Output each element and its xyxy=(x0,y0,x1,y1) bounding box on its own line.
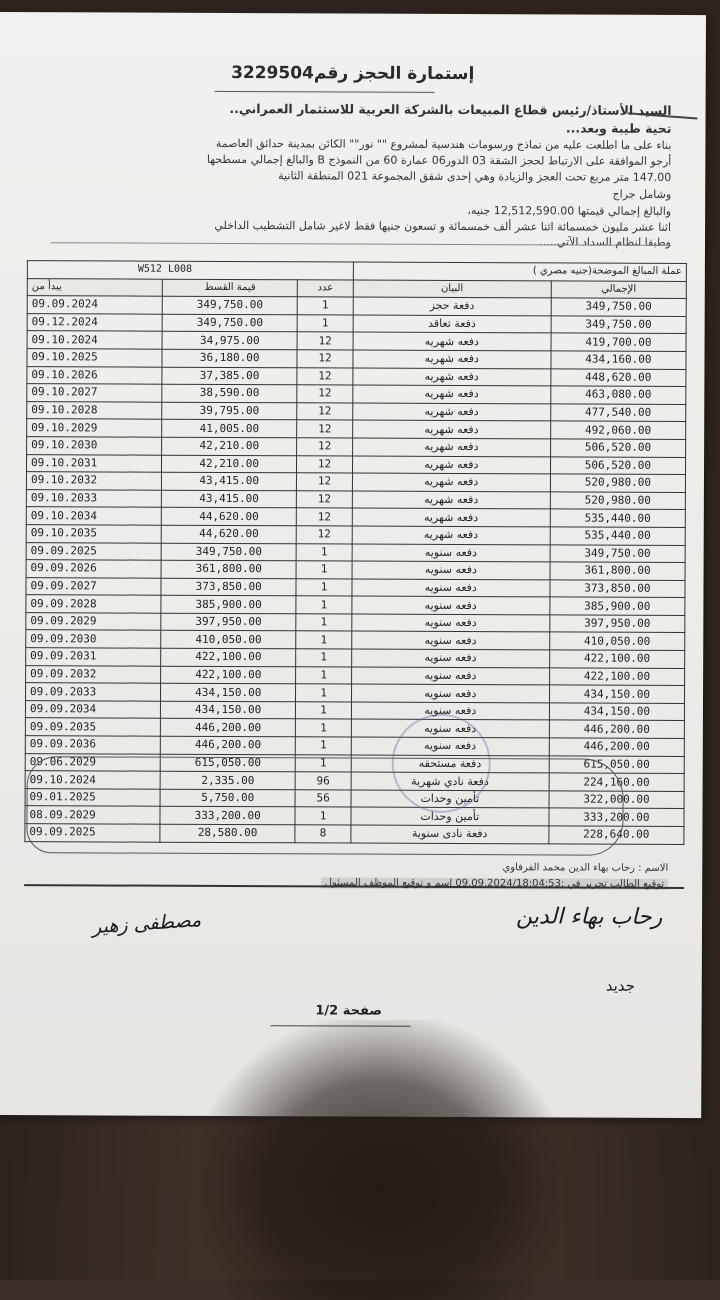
margin-note-new: جديد xyxy=(605,976,635,995)
cell-start-date: 09.10.2029 xyxy=(27,419,162,437)
cell-count: 1 xyxy=(297,315,353,333)
cell-count: 1 xyxy=(296,702,352,720)
cell-total: 492,060.00 xyxy=(550,421,685,439)
total-value-line: والبالغ إجمالي قيمتها 12,512,590.00 جنيه، xyxy=(467,204,672,218)
header-installment-value: قيمة القسط xyxy=(162,279,297,297)
cell-total: 434,150.00 xyxy=(549,703,684,721)
cell-count: 12 xyxy=(297,508,353,526)
cell-start-date: 09.09.2025 xyxy=(25,824,160,842)
cell-installment-value: 42,210.00 xyxy=(162,437,297,455)
cell-count: 12 xyxy=(297,438,353,456)
cell-total: 385,900.00 xyxy=(550,597,685,615)
cell-total: 434,150.00 xyxy=(549,685,684,703)
cell-installment-value: 38,590.00 xyxy=(162,384,297,402)
cell-start-date: 09.10.2035 xyxy=(26,525,161,543)
header-count: عدد xyxy=(298,279,354,297)
cell-start-date: 09.06.2029 xyxy=(25,753,160,771)
cell-description: دفعه شهريه xyxy=(353,403,551,421)
cell-start-date: 09.12.2024 xyxy=(27,313,162,331)
page-number: صفحة 1/2 xyxy=(315,1003,382,1019)
cell-installment-value: 385,900.00 xyxy=(161,595,296,613)
cell-start-date: 09.10.2027 xyxy=(27,384,162,402)
cell-count: 12 xyxy=(297,420,353,438)
body-line-3: 147.00 متر مربع تحت العجز والزيادة وهي إحدى شقق المجموعة 021 المنطقة الثانية xyxy=(278,169,672,184)
cell-count: 1 xyxy=(295,807,351,825)
cell-count: 1 xyxy=(296,561,352,579)
cell-description: دفعه شهريه xyxy=(352,438,550,456)
cell-description: دفعه سنويه xyxy=(351,702,549,720)
cell-installment-value: 28,580.00 xyxy=(160,824,295,842)
cell-installment-value: 422,100.00 xyxy=(161,666,296,684)
cell-total: 446,200.00 xyxy=(549,738,684,756)
cell-installment-value: 44,620.00 xyxy=(161,508,296,526)
cell-installment-value: 434,150.00 xyxy=(161,701,296,719)
cell-installment-value: 410,050.00 xyxy=(161,631,296,649)
cell-description: دفعه سنويه xyxy=(352,544,550,562)
cell-count: 12 xyxy=(297,367,353,385)
cell-total: 520,980.00 xyxy=(550,474,685,492)
cell-installment-value: 397,950.00 xyxy=(161,613,296,631)
applicant-signature: رحاب بهاء الدين xyxy=(516,904,663,930)
cell-installment-value: 373,850.00 xyxy=(161,578,296,596)
cell-count: 12 xyxy=(297,332,353,350)
cell-start-date: 08.09.2029 xyxy=(25,806,160,824)
cell-description: دفعة نادى سنوية xyxy=(351,825,549,843)
cell-total: 349,750.00 xyxy=(550,544,685,562)
cell-description: دفعه شهريه xyxy=(353,368,551,386)
cell-count: 12 xyxy=(297,403,353,421)
cell-installment-value: 42,210.00 xyxy=(162,455,297,473)
cell-count: 1 xyxy=(296,614,352,632)
cell-count: 12 xyxy=(297,491,353,509)
cell-description: دفعه سنويه xyxy=(351,667,549,685)
cell-start-date: 09.09.2025 xyxy=(26,542,161,560)
cell-total: 397,950.00 xyxy=(550,615,685,633)
cell-installment-value: 44,620.00 xyxy=(161,525,296,543)
cell-installment-value: 34,975.00 xyxy=(162,332,297,350)
cell-total: 419,700.00 xyxy=(551,333,686,351)
cell-start-date: 09.09.2032 xyxy=(26,665,161,683)
cell-installment-value: 349,750.00 xyxy=(161,543,296,561)
booking-form-page xyxy=(0,12,706,1118)
cell-count: 12 xyxy=(297,455,353,473)
amount-in-words-line: اثنا عشر مليون خمسمائة اثنا عشر ألف خمسمائة و تسعون جنيها فقط لاغير شامل التشطيب الداخلي xyxy=(214,218,672,234)
cell-count: 12 xyxy=(296,526,352,544)
cell-description: دفعة مستحقه xyxy=(351,755,549,773)
cell-start-date: 09.01.2025 xyxy=(25,788,160,806)
cell-count: 1 xyxy=(296,649,352,667)
cell-count: 1 xyxy=(296,719,352,737)
body-line-4: وشامل جراج xyxy=(612,187,672,201)
cell-count: 1 xyxy=(296,737,352,755)
body-line-1: بناء على ما اطلعت عليه من نماذج ورسومات هندسية لمشروع "" نور"" الكائن بمدينة حدائق العاصمة xyxy=(215,136,672,152)
cell-total: 535,440.00 xyxy=(550,527,685,545)
cell-start-date: 09.09.2034 xyxy=(25,700,160,718)
cell-description: دفعه سنويه xyxy=(351,719,549,737)
header-total: الإجمالي xyxy=(551,281,686,299)
cell-start-date: 09.09.2030 xyxy=(26,630,161,648)
cell-total: 446,200.00 xyxy=(549,720,684,738)
cell-description: دفعة نادي شهرية xyxy=(351,772,549,790)
applicant-name-line: الاسم : رحاب بهاء الدين محمد الفرفاوي xyxy=(502,862,669,874)
title-underline xyxy=(215,91,435,93)
cell-description: دفعه سنويه xyxy=(352,561,550,579)
salutation-line: السيد الأستاذ/رئيس قطاع المبيعات بالشركة العربية للاستثمار العمراني.. xyxy=(229,101,672,118)
cell-description: دفعه سنويه xyxy=(351,684,549,702)
cell-start-date: 09.09.2036 xyxy=(25,736,160,754)
cell-total: 477,540.00 xyxy=(551,404,686,422)
cell-start-date: 09.10.2034 xyxy=(26,507,161,525)
cell-start-date: 09.10.2024 xyxy=(27,331,162,349)
cell-count: 12 xyxy=(297,385,353,403)
cell-start-date: 09.09.2027 xyxy=(26,577,161,595)
cell-description: دفعه شهريه xyxy=(352,491,550,509)
cell-start-date: 09.09.2028 xyxy=(26,595,161,613)
cell-start-date: 09.09.2029 xyxy=(26,612,161,630)
cell-count: 12 xyxy=(297,350,353,368)
cell-total: 506,520.00 xyxy=(550,439,685,457)
cell-description: دفعه شهريه xyxy=(352,473,550,491)
cell-total: 463,080.00 xyxy=(551,386,686,404)
cell-start-date: 09.10.2025 xyxy=(27,349,162,367)
cell-installment-value: 41,005.00 xyxy=(162,420,297,438)
cell-installment-value: 39,795.00 xyxy=(162,402,297,420)
cell-start-date: 09.10.2031 xyxy=(26,454,161,472)
cell-total: 224,160.00 xyxy=(549,773,684,791)
cell-total: 506,520.00 xyxy=(550,456,685,474)
cell-count: 1 xyxy=(296,684,352,702)
cell-total: 422,100.00 xyxy=(549,668,684,686)
cell-installment-value: 36,180.00 xyxy=(162,349,297,367)
cell-start-date: 09.10.2024 xyxy=(25,771,160,789)
cell-description: دفعة حجز xyxy=(353,297,551,315)
cell-total: 228,640.00 xyxy=(549,826,684,844)
cell-start-date: 09.10.2030 xyxy=(27,437,162,455)
cell-total: 448,620.00 xyxy=(551,368,686,386)
cell-description: تأمين وحدات xyxy=(351,807,549,825)
body-line-2: أرجو الموافقة على الارتباط لحجز الشقة 03 الدور06 عمارة 60 من النموذج B والبالغ إجمالي مسطحها xyxy=(206,152,672,168)
header-description: البيان xyxy=(353,280,551,298)
cell-total: 535,440.00 xyxy=(550,509,685,527)
cell-description: دفعه سنويه xyxy=(352,632,550,650)
cell-total: 333,200.00 xyxy=(549,808,684,826)
cell-description: دفعه شهريه xyxy=(353,350,551,368)
cell-description: دفعه شهريه xyxy=(352,456,550,474)
cell-installment-value: 422,100.00 xyxy=(161,648,296,666)
payment-system-line: وطبقا لنظام السداد الآتي..... xyxy=(539,235,672,249)
cell-count: 1 xyxy=(295,754,351,772)
page-number-rule xyxy=(271,1025,411,1027)
unit-codes: W512 L008 xyxy=(27,261,353,280)
cell-count: 1 xyxy=(296,631,352,649)
cell-installment-value: 333,200.00 xyxy=(160,807,295,825)
cell-total: 373,850.00 xyxy=(550,580,685,598)
cell-total: 422,100.00 xyxy=(549,650,684,668)
cell-installment-value: 349,750.00 xyxy=(162,314,297,332)
cell-description: دفعة تعاقد xyxy=(353,315,551,333)
cell-count: 1 xyxy=(296,596,352,614)
cell-installment-value: 349,750.00 xyxy=(162,296,297,314)
cell-total: 520,980.00 xyxy=(550,492,685,510)
cell-installment-value: 37,385.00 xyxy=(162,367,297,385)
currency-label: عملة المبالغ الموضحة(جنيه مصري ) xyxy=(353,262,686,281)
payment-schedule-table xyxy=(24,260,687,844)
cell-start-date: 09.09.2035 xyxy=(25,718,160,736)
cell-installment-value: 361,800.00 xyxy=(161,560,296,578)
cell-start-date: 09.09.2033 xyxy=(25,683,160,701)
cell-description: دفعه شهريه xyxy=(352,526,550,544)
cell-total: 434,160.00 xyxy=(551,351,686,369)
cell-description: دفعه سنويه xyxy=(352,596,550,614)
cell-description: دفعه شهريه xyxy=(353,332,551,350)
cell-total: 615,050.00 xyxy=(549,756,684,774)
greeting-line: تحية طيبة وبعد... xyxy=(565,120,672,136)
cell-installment-value: 446,200.00 xyxy=(160,719,295,737)
cell-description: دفعه سنويه xyxy=(352,579,550,597)
cell-total: 410,050.00 xyxy=(550,632,685,650)
cell-description: دفعه سنويه xyxy=(351,737,549,755)
cell-total: 322,000.00 xyxy=(549,791,684,809)
cell-description: دفعه شهريه xyxy=(352,420,550,438)
cell-installment-value: 43,415.00 xyxy=(161,490,296,508)
cell-installment-value: 2,335.00 xyxy=(160,771,295,789)
cell-start-date: 09.09.2031 xyxy=(26,648,161,666)
signature-date-line: توقيع الطالب تحرير في :09.09.2024/18:04:53 اسم و توقيع الموظف المسئول xyxy=(321,877,669,890)
cell-installment-value: 615,050.00 xyxy=(160,754,295,772)
cell-installment-value: 434,150.00 xyxy=(161,683,296,701)
cell-start-date: 09.10.2028 xyxy=(27,401,162,419)
cell-total: 361,800.00 xyxy=(550,562,685,580)
cell-total: 349,750.00 xyxy=(551,298,686,316)
cell-installment-value: 43,415.00 xyxy=(162,472,297,490)
cell-description: دفعه شهريه xyxy=(353,385,551,403)
cell-count: 56 xyxy=(295,790,351,808)
form-title: إستمارة الحجز رقم3229504 xyxy=(231,63,475,85)
cell-count: 96 xyxy=(295,772,351,790)
cell-installment-value: 446,200.00 xyxy=(160,736,295,754)
cell-count: 1 xyxy=(296,578,352,596)
cell-count: 12 xyxy=(297,473,353,491)
table-row xyxy=(25,824,684,844)
cell-description: دفعه سنويه xyxy=(351,649,549,667)
cell-count: 8 xyxy=(295,825,351,843)
cell-start-date: 09.10.2032 xyxy=(26,472,161,490)
cell-start-date: 09.10.2033 xyxy=(26,489,161,507)
cell-description: دفعه سنويه xyxy=(352,614,550,632)
header-start-date: يبدأ من xyxy=(27,278,162,296)
cell-description: دفعه شهريه xyxy=(352,508,550,526)
cell-count: 1 xyxy=(297,297,353,315)
cell-description: تأمين وحدات xyxy=(351,790,549,808)
cell-start-date: 09.09.2026 xyxy=(26,560,161,578)
employee-signature: مصطفى زهير xyxy=(91,909,202,939)
cell-start-date: 09.09.2024 xyxy=(27,296,162,314)
cell-count: 1 xyxy=(296,666,352,684)
cell-installment-value: 5,750.00 xyxy=(160,789,295,807)
cell-start-date: 09.10.2026 xyxy=(27,366,162,384)
cell-total: 349,750.00 xyxy=(551,316,686,334)
cell-count: 1 xyxy=(296,543,352,561)
